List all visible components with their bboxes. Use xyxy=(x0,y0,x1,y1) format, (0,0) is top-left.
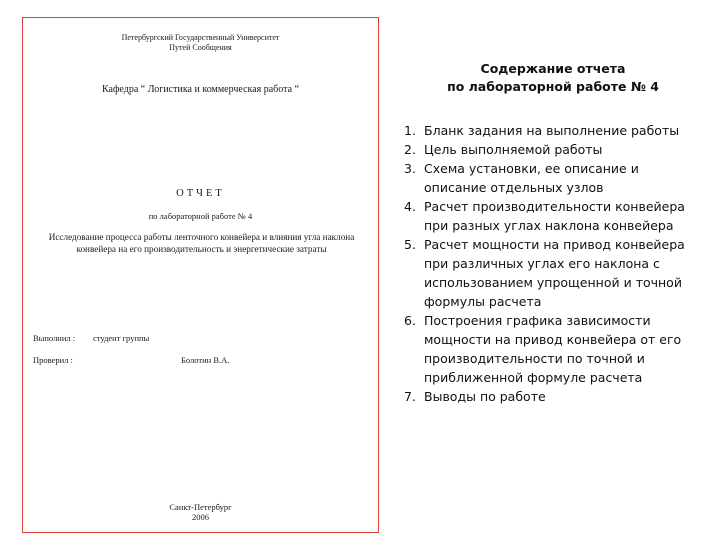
list-item xyxy=(404,387,704,406)
item-text: Бланк задания на выполнение работы xyxy=(424,123,680,138)
university-name: Петербургский Государственный Университет xyxy=(121,33,280,42)
department-name: Кафедра “ Логистика и коммерческая работа “ xyxy=(101,84,300,95)
item-number: 7. xyxy=(404,389,416,404)
report-contents xyxy=(398,0,708,540)
item-text: Схема установки, ее описание и описание отдельных узлов xyxy=(424,161,639,195)
university-subname: Путей Сообщения xyxy=(169,43,232,52)
checked-value: Болотин В.А. xyxy=(181,355,230,365)
lab-work-line: по лабораторной работе № 4 xyxy=(148,211,253,221)
list-item xyxy=(404,159,704,197)
contents-title: Содержание отчета xyxy=(480,61,626,76)
item-number: 3. xyxy=(404,161,416,176)
item-number: 4. xyxy=(404,199,416,214)
list-item xyxy=(404,235,704,311)
report-title-page xyxy=(22,17,379,533)
contents-list xyxy=(404,121,704,406)
performed-label: Выполнил : xyxy=(33,333,76,343)
list-item xyxy=(404,197,704,235)
performed-value: студент группы xyxy=(93,333,150,343)
item-number: 1. xyxy=(404,123,416,138)
item-text: Расчет мощности на привод конвейера при различных углах его наклона с использованием упрощенной и точной формулы расчета xyxy=(424,237,685,309)
report-heading: ОТЧЕТ xyxy=(176,188,225,199)
item-text: Выводы по работе xyxy=(424,389,546,404)
year: 2006 xyxy=(192,512,209,522)
contents-subtitle: по лабораторной работе № 4 xyxy=(447,79,659,94)
list-item xyxy=(404,140,704,159)
item-text: Цель выполняемой работы xyxy=(424,142,603,157)
report-topic: Исследование процесса работы ленточного конвейера и влияния угла наклона конвейера на его производительность и энергетические затраты xyxy=(48,232,355,254)
list-item xyxy=(404,311,704,387)
item-number: 6. xyxy=(404,313,416,328)
city: Санкт-Петербург xyxy=(169,502,232,512)
item-text: Расчет производительности конвейера при разных углах наклона конвейера xyxy=(424,199,685,233)
item-text: Построения графика зависимости мощности на привод конвейера от его производительности по точной и приближенной формуле расчета xyxy=(424,313,682,385)
checked-label: Проверил : xyxy=(33,355,73,365)
item-number: 5. xyxy=(404,237,416,252)
list-item xyxy=(404,121,704,140)
item-number: 2. xyxy=(404,142,416,157)
